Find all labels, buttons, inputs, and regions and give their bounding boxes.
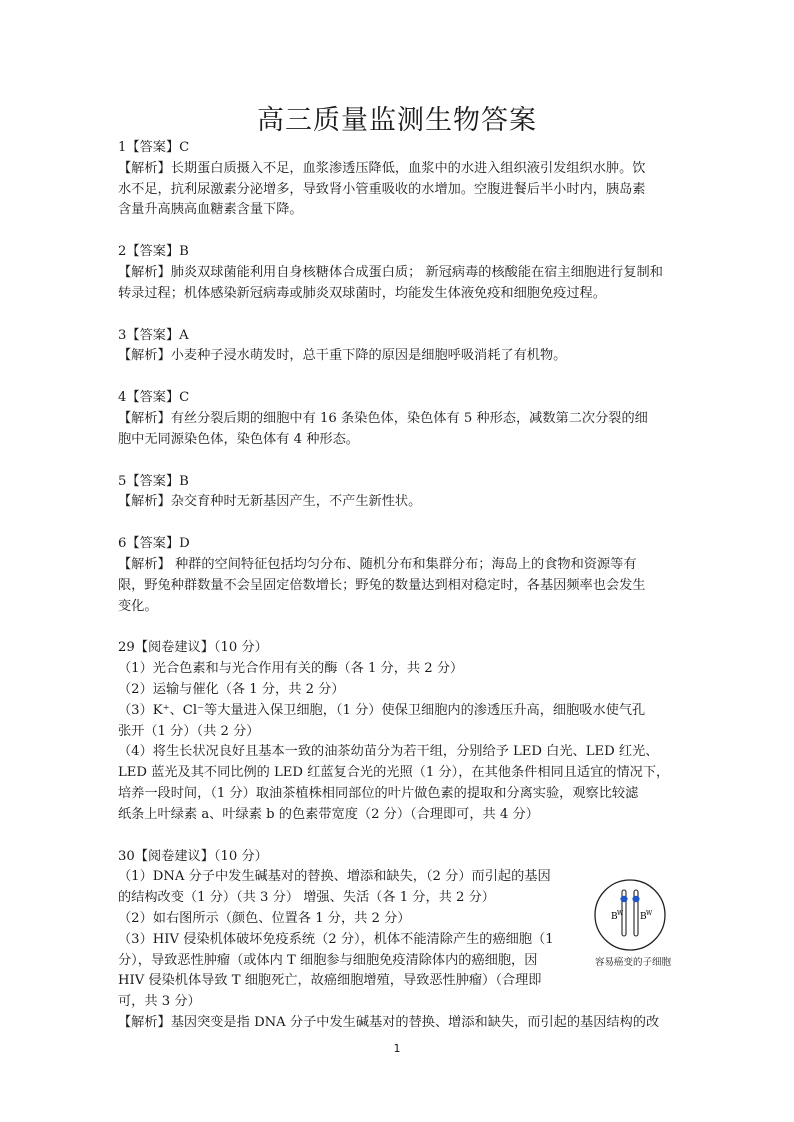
grading-line: 纸条上叶绿素 a、叶绿素 b 的色素带宽度（2 分）（合理即可，共 4 分） [118,806,539,822]
analysis-line: 转录过程；机体感染新冠病毒或肺炎双球菌时，均能发生体液免疫和细胞免疫过程。 [118,285,606,301]
analysis-line: 【解析】 种群的空间特征包括均匀分布、随机分布和集群分布；海岛上的食物和资源等有 [118,556,637,572]
analysis-line: 限，野兔种群数量不会呈固定倍数增长；野兔的数量达到相对稳定时，各基因频率也会发生 [118,577,646,593]
page-title: 高三质量监测生物答案 [257,105,537,136]
cell-diagram [584,877,676,957]
question-3 [118,326,676,368]
question-29 [118,638,676,825]
answer-line: 4【答案】C [118,390,190,406]
analysis-line: 【解析】基因突变是指 DNA 分子中发生碱基对的替换、增添和缺失，而引起的基因结构的改 [118,1014,660,1030]
grading-line: 张开（1 分）（共 2 分） [118,723,260,739]
allele-sup-left: W [617,909,624,917]
grading-line: （1）光合色素和与光合作用有关的酶（各 1 分，共 2 分） [118,661,464,677]
analysis-line: 含量升高胰高血糖素含量下降。 [118,202,303,218]
grading-line: （2）运输与催化（各 1 分，共 2 分） [118,681,345,697]
analysis-line: 【解析】有丝分裂后期的细胞中有 16 条染色体，染色体有 5 种形态，减数第二次分裂的细 [118,410,648,426]
page-number: 1 [393,1042,401,1055]
allele-label-right: B [640,911,647,922]
answer-line: 3【答案】A [118,327,189,343]
question-1 [118,138,676,221]
question-6 [118,534,676,617]
analysis-line: 【解析】杂交育种时无新基因产生，不产生新性状。 [118,494,422,510]
answer-line: 1【答案】C [118,140,190,155]
answer-line: 6【答案】D [118,536,190,552]
answer-content [118,138,676,1034]
question-2 [118,242,676,304]
grading-line: LED 蓝光及其不同比例的 LED 红蓝复合光的光照（1 分），在其他条件相同且适宜的情况下， [118,765,670,781]
analysis-line: 水不足，抗利尿激素分泌增多，导致肾小管重吸收的水增加。空腹进餐后半小时内，胰岛素 [118,181,646,197]
question-4 [118,388,676,450]
analysis-line: 胞中无同源染色体，染色体有 4 种形态。 [118,431,359,447]
analysis-line: 【解析】小麦种子浸水萌发时，总干重下降的原因是细胞呼吸消耗了有机物。 [118,348,567,364]
grading-line: 的结构改变（1 分）（共 3 分） 增强、失活（各 1 分，共 2 分） [118,890,495,906]
grading-line: （4）将生长状况良好且基本一致的油茶幼苗分为若干组，分别给予 LED 白光、LED 红光、 [118,744,659,760]
grading-line: （2）如右图所示（颜色、位置各 1 分，共 2 分） [118,910,411,926]
grading-header: 29【阅卷建议】（10 分） [118,640,268,656]
grading-line: （3）K⁺、Cl⁻等大量进入保卫细胞，（1 分）使保卫细胞内的渗透压升高，细胞吸水使气孔 [118,702,646,718]
figure-caption: 容易癌变的子细胞 [594,956,671,968]
analysis-line: 变化。 [118,598,158,614]
chromosome-right [632,890,639,936]
grading-line: （3）HIV 侵染机体破坏免疫系统（2 分），机体不能清除产生的癌细胞（1 [118,931,554,947]
grading-header: 30【阅卷建议】（10 分） [118,848,268,864]
cell-membrane [595,880,665,950]
grading-line: 培养一段时间，（1 分）取油茶植株相同部位的叶片做色素的提取和分离实验，观察比较滤 [118,785,639,801]
question-5 [118,472,676,514]
analysis-line: 【解析】长期蛋白质摄入不足，血浆渗透压降低，血浆中的水进入组织液引发组织水肿。饮 [118,160,646,176]
answer-line: 2【答案】B [118,244,189,260]
allele-label-left: B [611,911,618,922]
grading-line: HIV 侵染机体导致 T 细胞死亡，故癌细胞增殖，导致恶性肿瘤）（合理即 [118,973,542,989]
cell-figure [584,877,676,973]
answer-line: 5【答案】B [118,473,189,489]
grading-line: 可，共 3 分） [118,994,201,1010]
analysis-line: 【解析】肺炎双球菌能利用自身核糖体合成蛋白质； 新冠病毒的核酸能在宿主细胞进行复制和 [118,264,663,280]
grading-line: 分），导致恶性肿瘤（或体内 T 细胞参与细胞免疫清除体内的癌细胞，因 [118,952,538,968]
grading-line: （1）DNA 分子中发生碱基对的替换、增添和缺失，（2 分）而引起的基因 [118,869,551,885]
question-30 [118,847,676,1034]
allele-sup-right: W [646,909,653,917]
